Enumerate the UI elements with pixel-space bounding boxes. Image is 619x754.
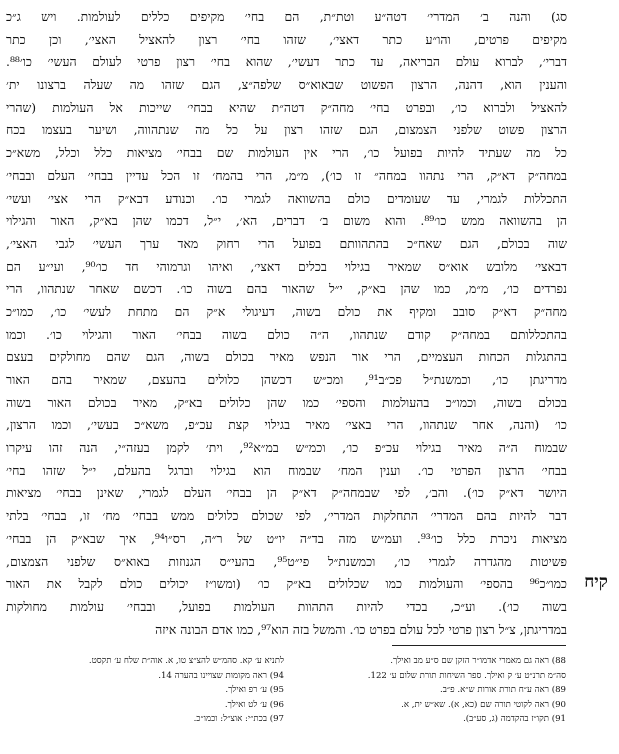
text-line: במחה״ק דא״ק, הרי נתהוו במחה״ זו כו׳), מ״מ, הרי בהמח׳ זו הכל עדיין בבחי׳ העלם ובבחי׳ <box>6 167 567 183</box>
text-line: במדריגתן, צ״ל רצון פרטי לכל עולם בפרט כו׳. והמשל בזה הוא⁹⁷, כמו אדם הבונה איזה <box>155 621 567 637</box>
text-line: בכולם בשוה, וכמו״כ בהעולמות והספי׳ כמו שהן כלולים בא״ק, מאיר בכולם האור בשוה <box>6 394 567 410</box>
footnote-line: 96) ע׳ לט ואילך. <box>224 699 284 710</box>
text-line: התכללות לגמרי, עד שעומדים כולם בהשוואה לגמרי כו׳. וכנודע דבא״ק הרי אצי׳ ועשי׳ <box>6 190 567 206</box>
text-line: מקיפים פרטים, והו״ע כתר דאצי׳, שזהו בחי׳ רצון להאציל האצי׳, וכן כתר <box>6 31 567 47</box>
text-line: כמו״כ⁹⁶ בהספי׳ והעולמות כמו שכלולים בא״ק כו׳ (ומשו״ז יכולים כולם לקבל את האור <box>6 576 567 592</box>
text-line: והענין הוא, דהנה, הרצון הפשוט שבאוא״ס שלפה״צ, הגם שזהו מה שעלה ברצונו ית׳ <box>6 77 567 93</box>
footnotes-right-column <box>296 654 566 727</box>
text-line: נפרדים כו׳, מ״מ, כמו שהן בא״ק, י״ל שהאור בהם בשוה כו׳. דכשם שאחר שנתהוו, הרי <box>6 281 567 297</box>
text-line: בהתכללותם במחה״ק קודם שנתהוו, ה״ה כולם בשוה בבחי׳ האור והגילוי כו׳. וכמו <box>6 326 567 342</box>
main-text-column <box>6 6 567 641</box>
footnote-line: 90) ראה לקוטי תורה שם (כא, א). שא״ש ית, א. <box>401 699 566 710</box>
footnote-line: 94) ראה מקומות שצויינו בהערה 14. <box>158 670 284 681</box>
text-line: להאציל ולברוא כו׳, ובפרט בחי׳ מחה״ק דטה״ת שהיא בבחי׳ שייכות אל העולמות (שהרי <box>6 99 567 115</box>
footnote-line: סה״מ תרנ״ט ע׳ ק ואילך. ספר השיחות תורת שלום ע׳ 122. <box>367 670 566 681</box>
footnote-separator <box>392 645 566 646</box>
text-line: היושר דא״ק כו׳). והב׳, לפי שבמחה״ק דא״ק הן בבחי׳ העלם לגמרי, שאינן בבחי׳ מציאות <box>6 485 567 501</box>
footnote-line: 89) ראה ע״ח תורת אורות ש״א. פ״ב. <box>439 685 566 696</box>
text-line: בבחי׳ הרצון הפרטי כו׳. וענין המח׳ שבמוח הוא בגילוי וברגל בהעלם, י״ל שזהו בחי׳ <box>6 462 567 478</box>
text-line: הרצון פשוט שלפני הצמצום, הגם שזהו רצון על כל מה שנתהווה, ושיער בעצמו בכח <box>6 122 567 138</box>
footnote-line: 88) ראה גם מאמרי אדמו״ר הזקן שם ס״ע מב ואילך. <box>390 656 566 666</box>
text-line: כל מה שעתיד להיות בפועל כו׳, הרי אין העולמות שם בבחי׳ מציאות כלל וכלל, משא״כ <box>6 145 567 161</box>
footnote-line: לתניא ע׳ קא. סהמ״ש להצ״צ טו, א. אוה״ת שלח ע׳ תקסט. <box>88 656 284 666</box>
text-line: מציאות ניכרת כלל כו׳⁹³. ועמ״ש מזה בד״ה יו״ט של ר״ה, רס״ו⁹⁴, איך שבא״ק הן בבחי׳ <box>6 530 567 546</box>
text-line: כו׳ (והנה, אחר שנתהוו, הרי באצי׳ מאיר בגילוי קצת עכ״פ, משא״כ בעשי׳, וכמו הרצון, <box>6 417 567 433</box>
margin-page-label: קיח <box>584 572 608 592</box>
footnote-line: 95) ע׳ רפ ואילך. <box>225 685 284 696</box>
text-line: שבמוח ה״ה מאיר בגילוי עכ״פ כו׳, וכמ״ש במ״א⁹², וית׳ לקמן בעזה״י, הנה זהו עיקרו <box>6 440 567 456</box>
text-line: בהתגלות הכחות העצמיים, הרי אור הנפש מאיר בכולם בשוה, הגם שהם מחולקים בעצם <box>6 349 567 365</box>
footnote-line: 91) תקו״ז בהקדמה (ג, סע״ב). <box>463 714 566 725</box>
text-line: הן בהשוואה ממש כו׳⁸⁹. והוא משום ב׳ דברים, הא׳, י״ל, דכמו שהן בא״ק, האור והגילוי <box>6 213 567 229</box>
text-line: בשוה כו׳). וע״כ, בכדי להיות התהוות העולמות בפועל, ובבחי׳ עולמות מחולקות <box>6 598 567 614</box>
text-line: דבאצי׳ מלובש אוא״ס שמאיר בגילוי בכלים דאצי׳, ואיהו וגרמוהי חד כו׳⁹⁰, ועי״ע הם <box>6 258 567 274</box>
footnote-line: 97) בכת״י: אוצ״ל: וכמו״כ. <box>193 714 284 725</box>
footnotes-left-column <box>14 654 284 727</box>
text-line: סג) והנה ב׳ המדרי׳ דטה״ע וטת״ת, הם בחי׳ מקיפים כללים לעולמות. ויש ג״כ <box>6 9 567 24</box>
text-line: מדריגתן כו׳, וכמשנת״ל פכ״ב⁹¹, ומכ״ש דכשהן כלולים בהעצם, שמאיר בהם האור <box>6 372 567 387</box>
text-line: מחה״ק דא״ק סובב ומקיף את כולם בשוה, דעיגולי א״ק הם מתחת לעשי׳ כו׳, כמו״כ <box>6 303 567 319</box>
text-line: דבר להיות בהם המדרי׳ התחלקות המדרי׳, לפי שכולם כלולים ממש בבחי׳ מח׳ זו, בבחי׳ בלתי <box>6 508 567 524</box>
text-line: פשיטות מהגדרה לגמרי כו׳, וכמשנת״ל פי״ט⁹⁵, בהעי״ס הגנוזות באוא״ס שלפני הצמצום, <box>6 553 567 569</box>
text-line: שוה בכולם, הגם שאח״כ בהתהוותם בפועל הרי רחוק מאד ערך העשי׳ לגבי האצי׳, <box>6 235 567 251</box>
text-line: דברי׳, לברוא עולם הבריאה, עד כתר דעשי׳, שהוא בחי׳ רצון פרטי לעולם העשי׳ כו׳⁸⁸. <box>6 54 567 70</box>
